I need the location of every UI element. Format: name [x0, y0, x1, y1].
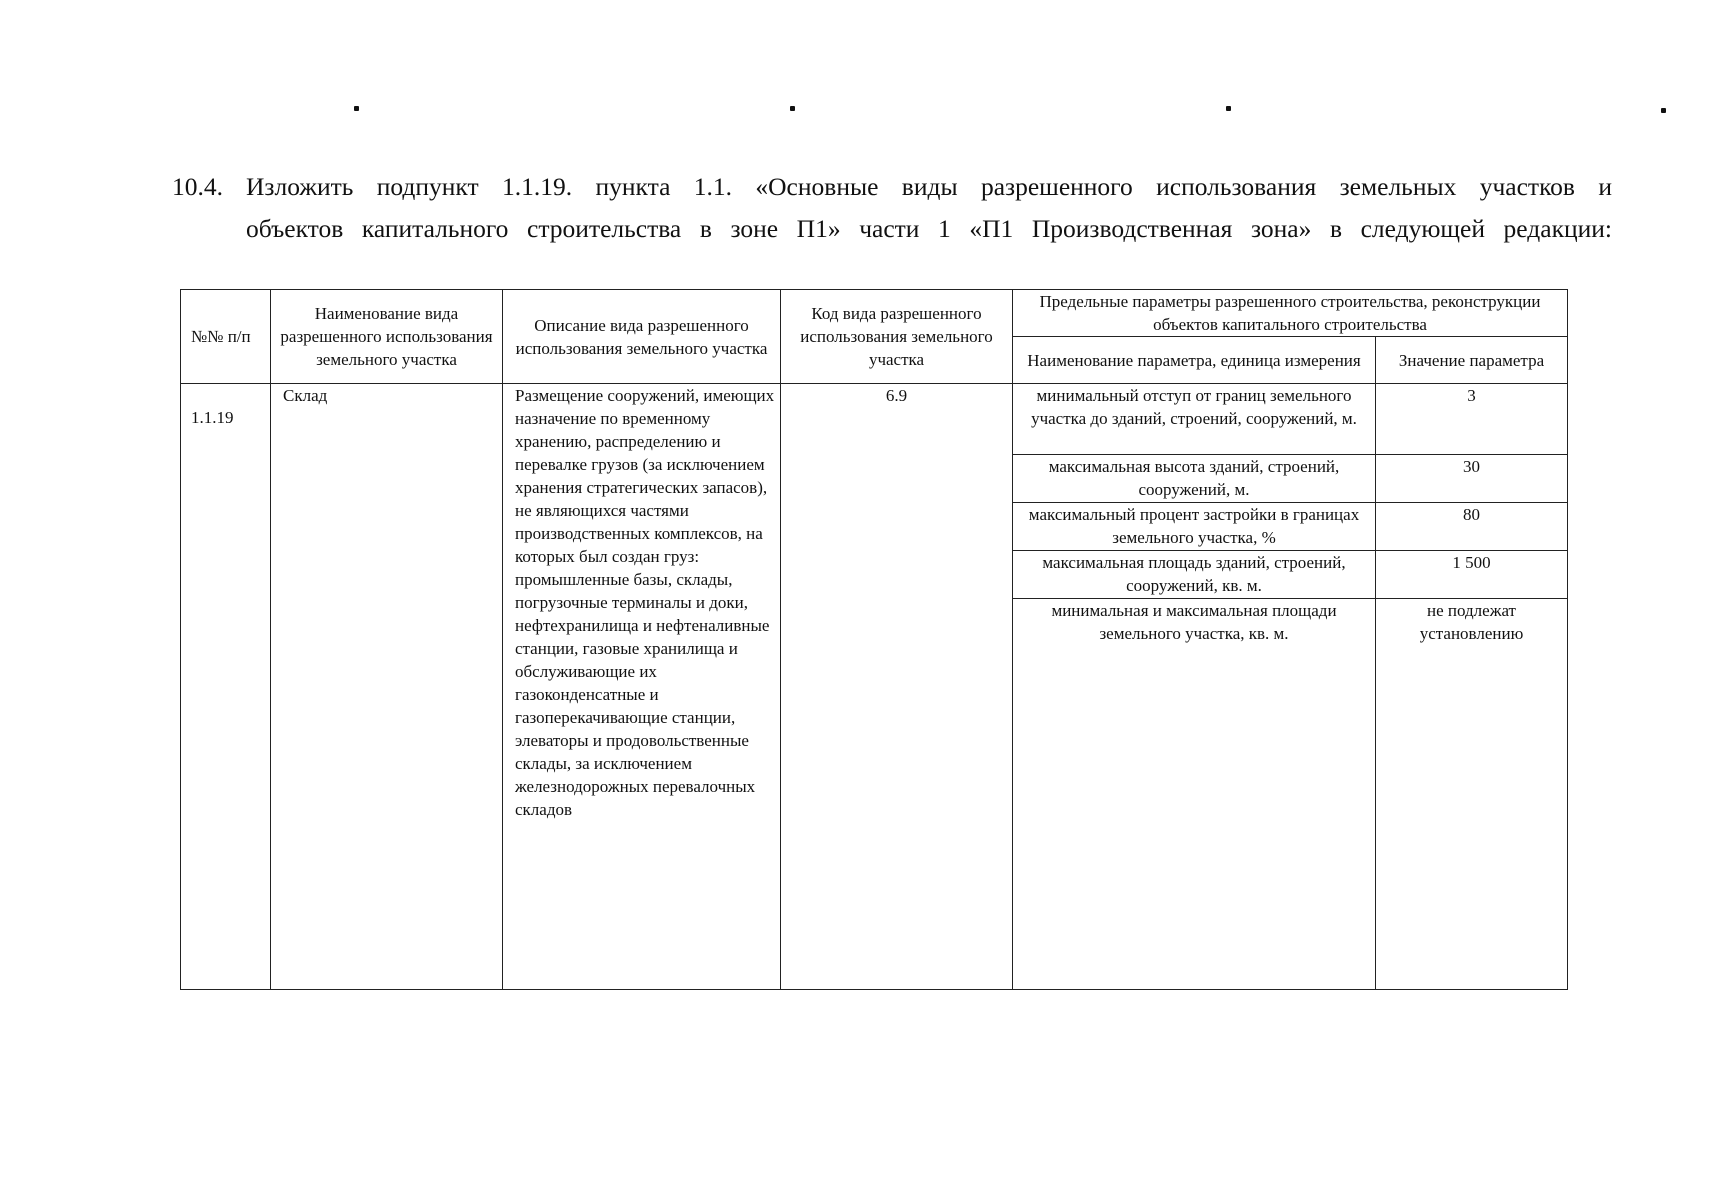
- header-num: №№ п/п: [181, 290, 271, 384]
- header-code: Код вида разрешенного использования земельного участка: [781, 290, 1013, 384]
- land-use-table: [180, 289, 1568, 990]
- table-row: [181, 384, 1568, 990]
- param-name: максимальный процент застройки в границах земельного участка, %: [1013, 503, 1375, 551]
- param-names-cell: [1013, 384, 1376, 990]
- row-code: 6.9: [781, 384, 1013, 990]
- param-value: 30: [1376, 455, 1567, 503]
- paragraph-number: 10.4.: [172, 172, 223, 201]
- header-name: Наименование вида разрешенного использования земельного участка: [271, 290, 503, 384]
- row-name: Склад: [271, 384, 503, 990]
- header-description: Описание вида разрешенного использования земельного участка: [503, 290, 781, 384]
- param-name: минимальный отступ от границ земельного участка до зданий, строений, сооружений, м.: [1013, 384, 1375, 455]
- paragraph-line-2: объектов капитального строительства в зоне П1» части 1 «П1 Производственная зона» в следующей редакции:: [246, 214, 1612, 243]
- param-name: минимальная и максимальная площади земельного участка, кв. м.: [1051, 601, 1337, 643]
- header-param-name: Наименование параметра, единица измерения: [1013, 337, 1376, 384]
- param-value: не подлежат установлению: [1419, 601, 1524, 643]
- scan-dot-2: [790, 106, 795, 111]
- header-param-value: Значение параметра: [1376, 337, 1568, 384]
- param-value: 3: [1376, 384, 1567, 455]
- amendment-paragraph: [172, 166, 1612, 250]
- param-value: 80: [1376, 503, 1567, 551]
- header-limits: Предельные параметры разрешенного строительства, реконструкции объектов капитального строительства: [1013, 290, 1568, 337]
- row-num: 1.1.19: [181, 384, 271, 990]
- paragraph-line-1: Изложить подпункт 1.1.19. пункта 1.1. «Основные виды разрешенного использования земельных участков и: [246, 172, 1612, 201]
- scan-dot-3: [1226, 106, 1231, 111]
- param-values-cell: [1376, 384, 1568, 990]
- scan-dot-4: [1661, 108, 1666, 113]
- param-name: максимальная площадь зданий, строений, сооружений, кв. м.: [1013, 551, 1375, 599]
- row-description: Размещение сооружений, имеющих назначение по временному хранению, распределению и перевалке грузов (за исключением хранения стратегических запасов), не являющихся частями производственных комплексов, на которых был создан груз: промышленные базы, склады, погрузочные терминалы и доки, нефтехранилища и нефтеналивные станции, газовые хранилища и обслуживающие их газоконденсатные и газоперекачивающие станции, элеваторы и продовольственные склады, за исключением железнодорожных перевалочных складов: [503, 384, 781, 990]
- param-name: максимальная высота зданий, строений, сооружений, м.: [1013, 455, 1375, 503]
- scan-dot-1: [354, 106, 359, 111]
- param-value: 1 500: [1376, 551, 1567, 599]
